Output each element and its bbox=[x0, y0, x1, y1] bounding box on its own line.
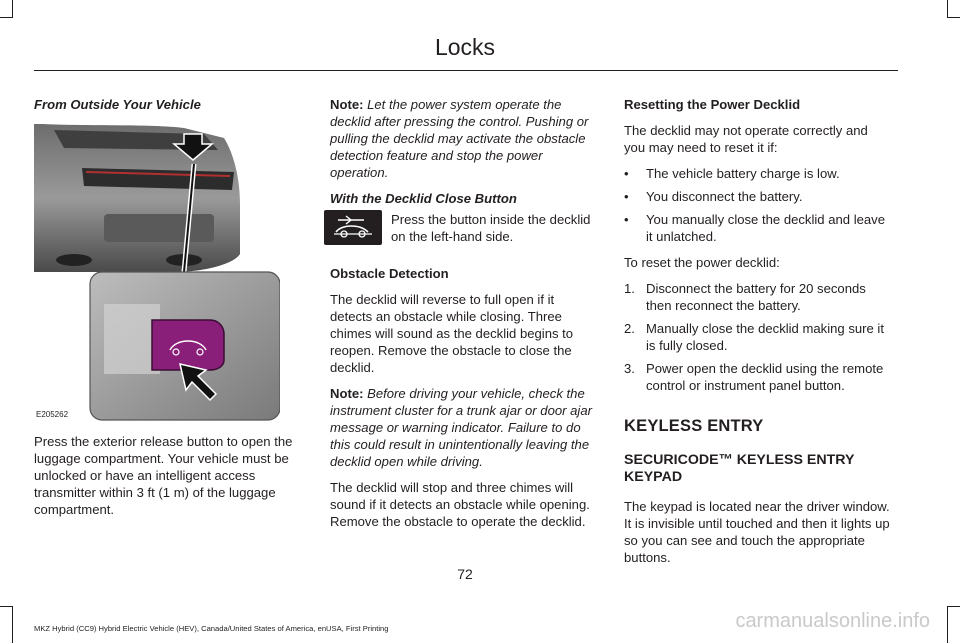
list-item-text: The vehicle battery charge is low. bbox=[646, 166, 840, 181]
note-power-system bbox=[330, 96, 598, 181]
close-button-heading: With the Decklid Close Button bbox=[330, 191, 517, 206]
column-middle bbox=[330, 96, 598, 216]
crop-mark-bottom-right-h bbox=[947, 606, 960, 607]
bullet-marker: • bbox=[624, 212, 629, 227]
note-label: Note: bbox=[330, 97, 364, 112]
reset-intro: The decklid may not operate correctly and you may need to reset it if: bbox=[624, 123, 868, 155]
crop-mark-bottom-right-v bbox=[947, 606, 948, 643]
note-label: Note: bbox=[330, 386, 364, 401]
step-number: 3. bbox=[624, 361, 635, 376]
bullet-marker: • bbox=[624, 189, 629, 204]
list-item bbox=[624, 280, 892, 314]
securicode-heading: SECURICODE™ KEYLESS ENTRY KEYPAD bbox=[624, 452, 855, 485]
crop-mark-top-left-v bbox=[12, 0, 13, 18]
crop-mark-bottom-left-h bbox=[0, 606, 13, 607]
decklid-stop-text: The decklid will stop and three chimes will sound if it detects an obstacle while opening. Remove the obstacle to operate the decklid. bbox=[330, 480, 590, 529]
obstacle-detection-text: The decklid will reverse to full open if it detects an obstacle while closing. Three chimes will sound as the decklid begins to reopen. Remove the obstacle to close the decklid. bbox=[330, 292, 574, 375]
exterior-release-paragraph: Press the exterior release button to open the luggage compartment. Your vehicle must be unlocked or have an intelligent access transmitter within 3 ft (1 m) of the luggage compartment. bbox=[34, 434, 293, 517]
steps-intro: To reset the power decklid: bbox=[624, 255, 780, 270]
keypad-text: The keypad is located near the driver window. It is invisible until touched and then it lights up so you can see and touch the appropriate buttons. bbox=[624, 499, 890, 565]
bullet-marker: • bbox=[624, 166, 629, 181]
note-text: Before driving your vehicle, check the instrument cluster for a trunk ajar or door ajar message or warning indicator. Failure to do this could result in unintentionally leaving the decklid open while driving. bbox=[330, 386, 592, 469]
crop-mark-bottom-left-v bbox=[12, 606, 13, 643]
obstacle-detection-heading: Obstacle Detection bbox=[330, 266, 449, 281]
step-text: Disconnect the battery for 20 seconds then reconnect the battery. bbox=[646, 281, 866, 313]
step-number: 2. bbox=[624, 321, 635, 336]
list-item-text: You disconnect the battery. bbox=[646, 189, 803, 204]
column-middle-lower bbox=[330, 265, 598, 539]
column-right bbox=[624, 96, 892, 575]
figure-code: E205262 bbox=[36, 410, 69, 419]
page-number: 72 bbox=[457, 566, 473, 582]
reset-conditions-list bbox=[624, 165, 892, 245]
list-item bbox=[624, 360, 892, 394]
reset-steps-list bbox=[624, 280, 892, 394]
step-number: 1. bbox=[624, 281, 635, 296]
note-driving-check bbox=[330, 385, 598, 470]
crop-mark-top-right-h bbox=[947, 17, 960, 18]
list-item bbox=[624, 320, 892, 354]
keyless-entry-heading: KEYLESS ENTRY bbox=[624, 417, 764, 435]
crop-mark-top-left-h bbox=[0, 17, 13, 18]
column-left bbox=[34, 96, 302, 122]
page-title: Locks bbox=[434, 34, 496, 60]
section-heading-outside: From Outside Your Vehicle bbox=[34, 97, 201, 112]
header-rule bbox=[34, 70, 898, 71]
crop-mark-top-right-v bbox=[947, 0, 948, 18]
watermark: carmanualsonline.info bbox=[735, 610, 930, 632]
footer-edition: MKZ Hybrid (CC9) Hybrid Electric Vehicle (HEV), Canada/United States of America, enUSA, First Printing bbox=[34, 624, 389, 633]
list-item bbox=[624, 211, 892, 245]
note-text: Let the power system operate the decklid after pressing the control. Pushing or pulling the decklid may activate the obstacle detection feature and stop the power operation. bbox=[330, 97, 589, 180]
reset-heading: Resetting the Power Decklid bbox=[624, 97, 801, 112]
luggage-compartment-illustration bbox=[34, 124, 280, 426]
step-text: Manually close the decklid making sure it is fully closed. bbox=[646, 321, 884, 353]
decklid-close-icon bbox=[324, 210, 382, 245]
list-item-text: You manually close the decklid and leave it unlatched. bbox=[646, 212, 885, 244]
step-text: Power open the decklid using the remote control or instrument panel button. bbox=[646, 361, 884, 393]
list-item bbox=[624, 165, 892, 182]
column-left-body bbox=[34, 433, 302, 527]
list-item bbox=[624, 188, 892, 205]
close-button-text: Press the button inside the decklid on the left-hand side. bbox=[391, 212, 591, 244]
